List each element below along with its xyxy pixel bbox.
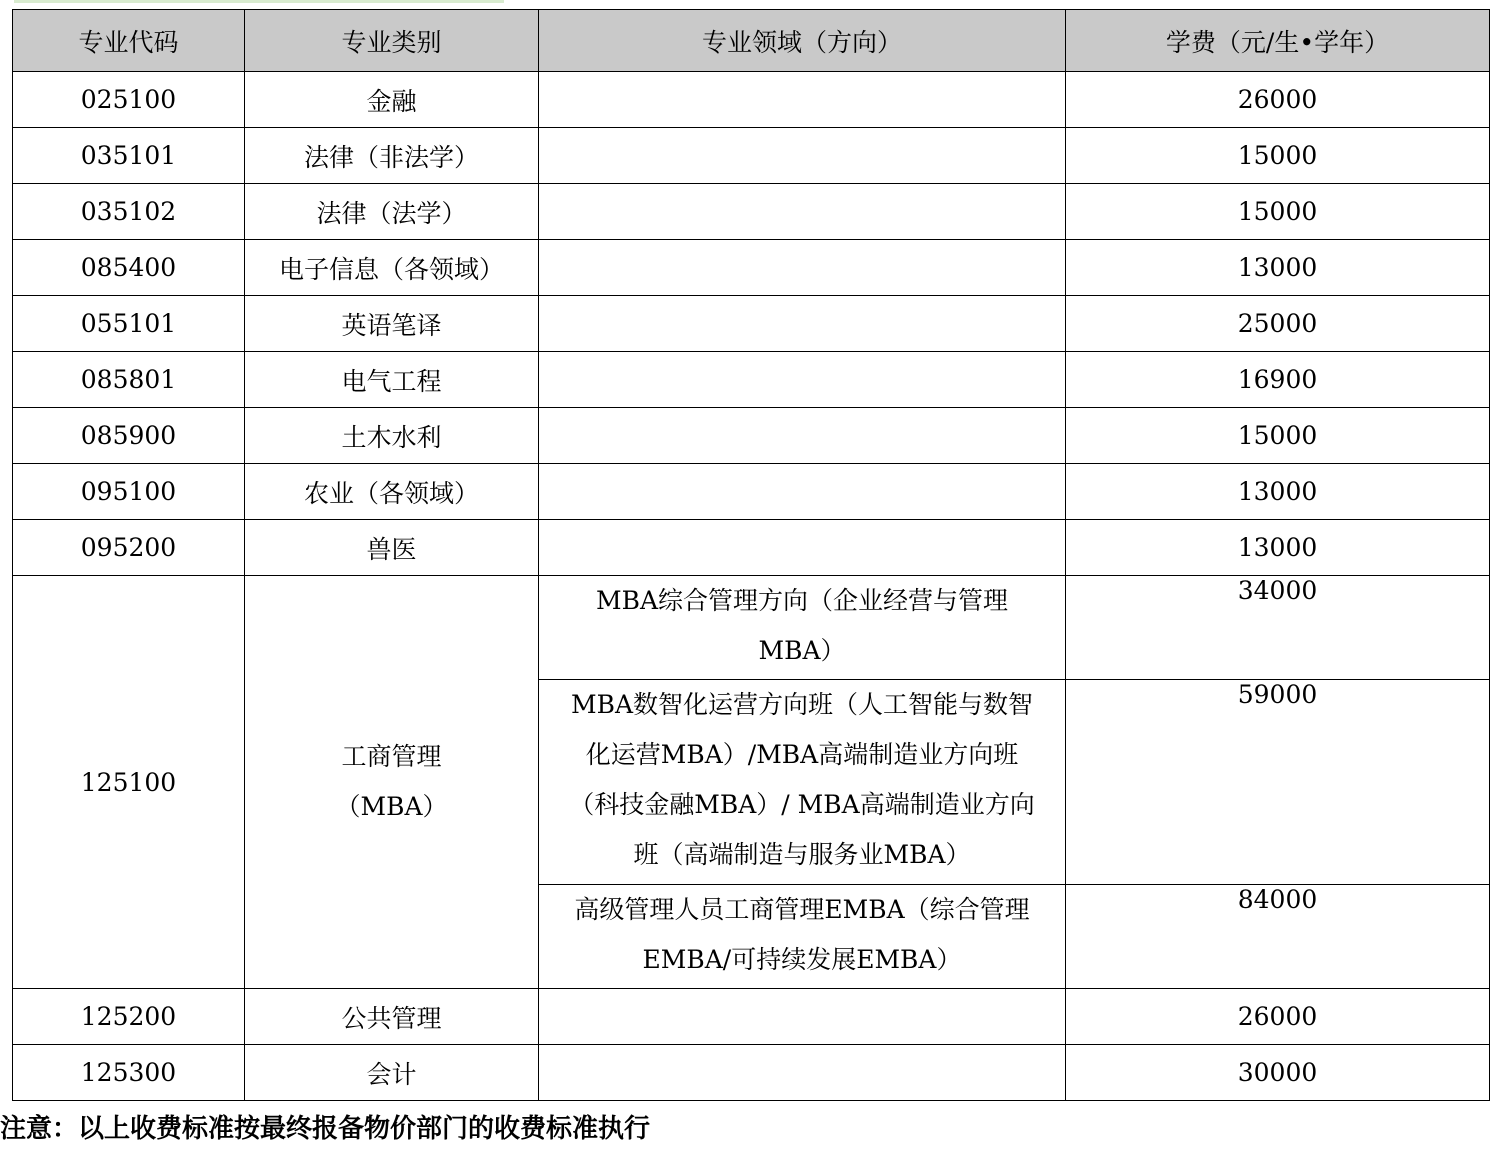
table-row (13, 72, 1490, 128)
row-field (539, 72, 1066, 128)
mba-category-line1: 工商管理 (341, 742, 442, 771)
row-code: 035102 (13, 184, 245, 240)
mba-category-line2: （MBA） (335, 792, 448, 821)
tuition-table (12, 9, 1490, 1101)
mba-fee: 34000 (1066, 576, 1490, 680)
row-field (539, 1045, 1066, 1101)
row-code: 125200 (13, 989, 245, 1045)
mba-field-line: MBA数智化运营方向班（人工智能与数智 (570, 690, 1034, 719)
table-row (13, 989, 1490, 1045)
mba-field-line: 化运营MBA）/MBA高端制造业方向班 (585, 740, 1019, 769)
row-fee: 16900 (1066, 352, 1490, 408)
row-code: 025100 (13, 72, 245, 128)
table-row (13, 1045, 1490, 1101)
row-fee: 13000 (1066, 464, 1490, 520)
row-field (539, 352, 1066, 408)
row-fee: 13000 (1066, 520, 1490, 576)
row-code: 035101 (13, 128, 245, 184)
row-code: 125300 (13, 1045, 245, 1101)
footnote: 注意：以上收费标准按最终报备物价部门的收费标准执行 (0, 1114, 651, 1144)
table-row (13, 464, 1490, 520)
mba-field-line: MBA综合管理方向（企业经营与管理 (595, 586, 1009, 615)
row-field (539, 296, 1066, 352)
row-fee: 15000 (1066, 128, 1490, 184)
row-field (539, 128, 1066, 184)
row-field (539, 240, 1066, 296)
row-code: 055101 (13, 296, 245, 352)
table-row (13, 128, 1490, 184)
row-category: 法律（法学） (245, 184, 539, 240)
row-field (539, 464, 1066, 520)
table-row-mba (13, 576, 1490, 680)
table-row (13, 296, 1490, 352)
mba-field-line: （科技金融MBA）/ MBA高端制造业方向 (569, 790, 1035, 819)
mba-fee: 84000 (1066, 885, 1490, 989)
row-field (539, 989, 1066, 1045)
table-header-row (13, 10, 1490, 72)
row-code: 095200 (13, 520, 245, 576)
row-category: 电气工程 (245, 352, 539, 408)
row-category: 公共管理 (245, 989, 539, 1045)
header-field: 专业领域（方向） (539, 10, 1066, 72)
header-category: 专业类别 (245, 10, 539, 72)
mba-field (539, 885, 1066, 989)
mba-field (539, 576, 1066, 680)
row-field (539, 184, 1066, 240)
table-row (13, 184, 1490, 240)
row-fee: 15000 (1066, 408, 1490, 464)
row-field (539, 520, 1066, 576)
row-fee: 26000 (1066, 72, 1490, 128)
row-fee: 26000 (1066, 989, 1490, 1045)
row-category: 金融 (245, 72, 539, 128)
mba-category (245, 576, 539, 989)
row-category: 英语笔译 (245, 296, 539, 352)
row-code: 085900 (13, 408, 245, 464)
mba-field-line: 高级管理人员工商管理EMBA（综合管理 (574, 895, 1030, 924)
row-code: 085801 (13, 352, 245, 408)
row-category: 法律（非法学） (245, 128, 539, 184)
row-fee: 15000 (1066, 184, 1490, 240)
table-row (13, 520, 1490, 576)
header-code: 专业代码 (13, 10, 245, 72)
top-accent-line (14, 0, 504, 3)
table-row (13, 408, 1490, 464)
row-category: 会计 (245, 1045, 539, 1101)
mba-field-line: 班（高端制造与服务业MBA） (633, 840, 971, 869)
mba-field-line: EMBA/可持续发展EMBA） (642, 945, 962, 974)
row-category: 农业（各领域） (245, 464, 539, 520)
table-row (13, 240, 1490, 296)
row-code: 085400 (13, 240, 245, 296)
row-fee: 25000 (1066, 296, 1490, 352)
header-fee: 学费（元/生•学年） (1066, 10, 1490, 72)
mba-field-line: MBA） (758, 636, 846, 665)
table-row (13, 352, 1490, 408)
row-fee: 13000 (1066, 240, 1490, 296)
row-category: 土木水利 (245, 408, 539, 464)
row-field (539, 408, 1066, 464)
row-code: 095100 (13, 464, 245, 520)
row-category: 电子信息（各领域） (245, 240, 539, 296)
mba-field (539, 680, 1066, 885)
row-category: 兽医 (245, 520, 539, 576)
row-fee: 30000 (1066, 1045, 1490, 1101)
mba-code: 125100 (13, 576, 245, 989)
mba-fee: 59000 (1066, 680, 1490, 885)
